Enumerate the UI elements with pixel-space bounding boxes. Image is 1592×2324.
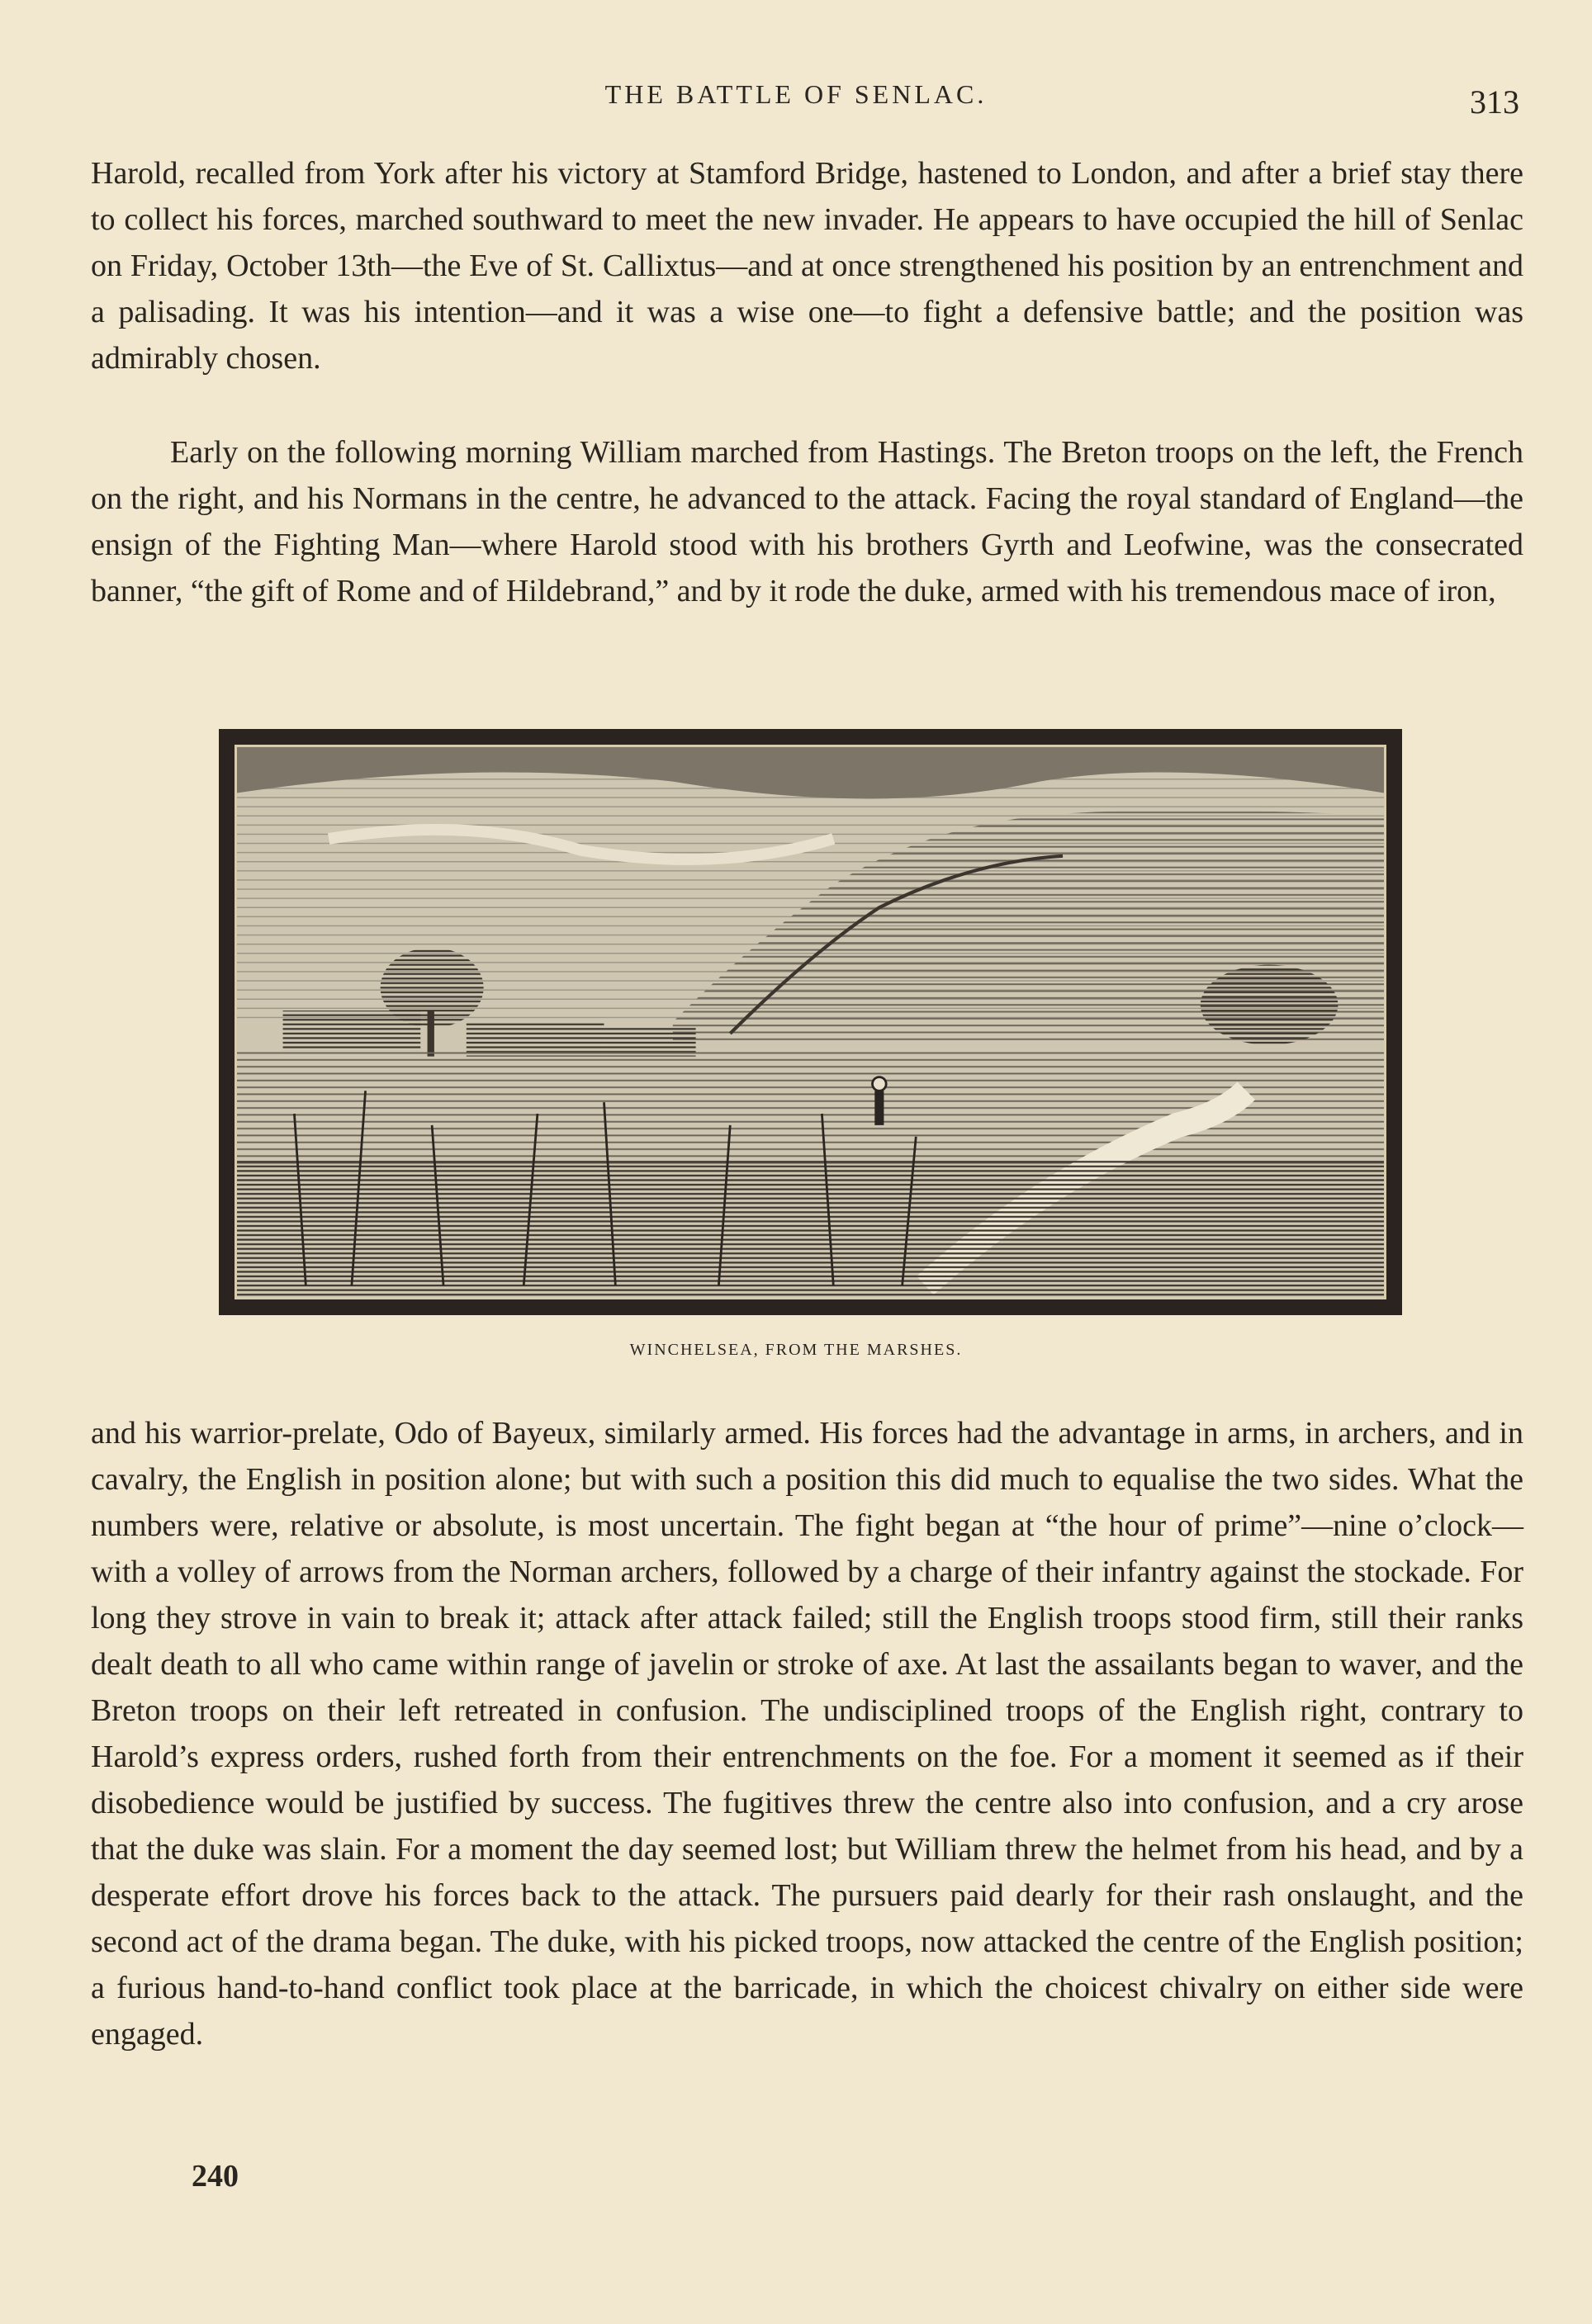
engraving-illustration [219, 729, 1402, 1315]
running-title: THE BATTLE OF SENLAC. [604, 79, 988, 109]
page-number: 313 [1470, 83, 1519, 121]
engraving-image [235, 745, 1386, 1299]
winchelsea-engraving [237, 747, 1384, 1297]
paragraph-3: and his warrior-prelate, Odo of Bayeux, similarly armed. His forces had the advantage in arms, in archers, and in cavalry, the English in position alone; but with such a position this did much to equalise the two sides. What the numbers were, relative or absolute, is most uncertain. The fight began at “the hour of prime”—nine o’clock—with a volley of arrows from the Norman archers, followed by a charge of their infantry against the stockade. For long they strove in vain to break it; attack after attack failed; still the English troops stood firm, still their ranks dealt death to all who came within range of javelin or stroke of axe. At last the assailants began to waver, and the Breton troops on their left retreated in confusion. The undisciplined troops of the English right, contrary to Harold’s express orders, rushed forth from their entrenchments on the foe. For a moment it seemed as if their disobedience would be justified by success. The fugitives threw the centre also into confusion, and a cry arose that the duke was slain. For a moment the day seemed lost; but William threw the helmet from his head, and by a desperate effort drove his forces back to the attack. The pursuers paid dearly for their rash onslaught, and the second act of the drama began. The duke, with his picked troops, now attacked the centre of the English position; a furious hand-to-hand conflict took place at the barricade, in which the choicest chivalry on either side were engaged. [91, 1416, 1523, 2052]
figure-caption: WINCHELSEA, FROM THE MARSHES. [629, 1341, 963, 1359]
signature-mark: 240 [192, 2159, 239, 2194]
paragraph-2: Early on the following morning William marched from Hastings. The Breton troops on the left, the French on the right, and his Normans in the centre, he advanced to the attack. Facing the royal standard of England—the ensign of the Fighting Man—where Harold stood with his brothers Gyrth and Leofwine, was the consecrated banner, “the gift of Rome and of Hildebrand,” and by it rode the duke, armed with his tremendous mace of iron, [91, 435, 1523, 608]
paragraph-1: Harold, recalled from York after his victory at Stamford Bridge, hastened to London, and after a brief stay there to collect his forces, marched southward to meet the new invader. He appears to have occupied the hill of Senlac on Friday, October 13th—the Eve of St. Callixtus—and at once strengthened his position by an entrenchment and a palisading. It was his intention—and it was a wise one—to fight a defensive battle; and the position was admirably chosen. [91, 156, 1523, 376]
